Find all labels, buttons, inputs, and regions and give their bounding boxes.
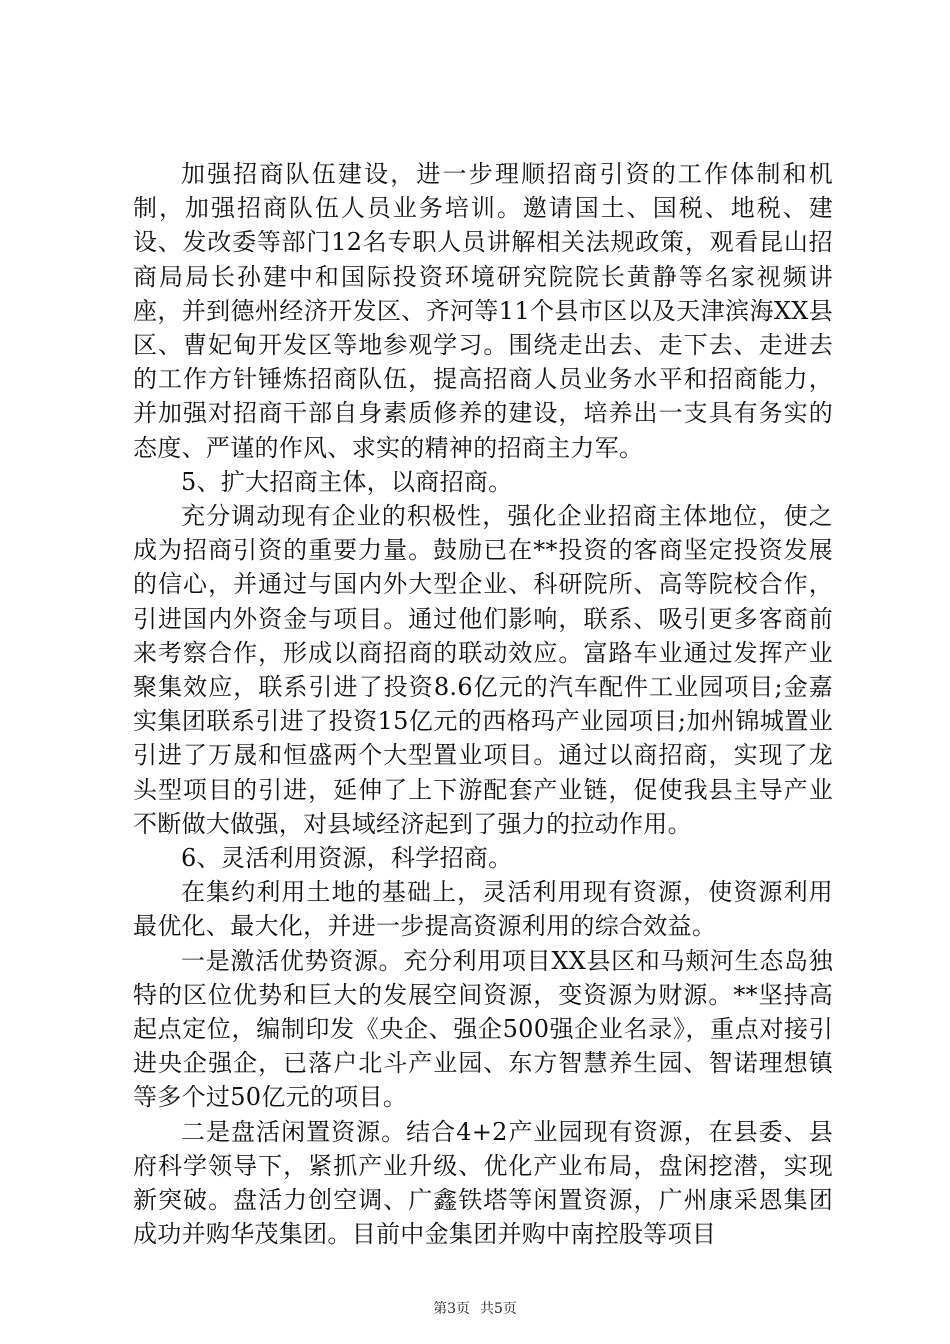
document-body <box>133 157 833 1252</box>
paragraph-business-attraction: 充分调动现有企业的积极性，强化企业招商主体地位，使之成为招商引资的重要力量。鼓励已在**投资的客商坚定投资发展的信心，并通过与国内外大型企业、科研院所、高等院校合作，引进国内外资金与项目。通过他们影响，联系、吸引更多客商前来考察合作，形成以商招商的联动效应。富路车业通过发挥产业聚集效应，联系引进了投资8.6亿元的汽车配件工业园项目;金嘉实集团联系引进了投资15亿元的西格玛产业园项目;加州锦城置业引进了万晟和恒盛两个大型置业项目。通过以商招商，实现了龙头型项目的引进，延伸了上下游配套产业链，促使我县主导产业不断做大做强，对县域经济起到了强力的拉动作用。 <box>133 502 833 838</box>
paragraph-team-building: 加强招商队伍建设，进一步理顺招商引资的工作体制和机制，加强招商队伍人员业务培训。邀请国土、国税、地税、建设、发改委等部门12名专职人员讲解相关法规政策，观看昆山招商局局长孙建中和国际投资环境研究院院长黄静等名家视频讲座，并到德州经济开发区、齐河等11个县市区以及天津滨海XX县区、曹妃甸开发区等地参观学习。围绕走出去、走下去、走进去的工作方针锤炼招商队伍，提高招商人员业务水平和招商能力，并加强对招商干部自身素质修养的建设，培养出一支具有务实的态度、严谨的作风、求实的精神的招商主力军。 <box>133 160 833 462</box>
page-total: 共5页 <box>480 1301 517 1317</box>
paragraph-resource-use: 在集约利用土地的基础上，灵活利用现有资源，使资源利用最优化、最大化，并进一步提高资源利用的综合效益。 <box>133 878 833 941</box>
page-footer <box>0 1300 950 1318</box>
page-number: 第3页 <box>433 1301 470 1317</box>
paragraph-idle-resources: 二是盘活闲置资源。结合4+2产业园现有资源，在县委、县府科学领导下，紧抓产业升级、优化产业布局，盘闲挖潜，实现新突破。盘活力创空调、广鑫铁塔等闲置资源，广州康采恩集团成功并购华茂集团。目前中金集团并购中南控股等项目 <box>133 1117 833 1249</box>
heading-item-6: 6、灵活利用资源，科学招商。 <box>181 844 513 873</box>
heading-item-5: 5、扩大招商主体，以商招商。 <box>181 467 513 496</box>
paragraph-activate-resources: 一是激活优势资源。充分利用项目XX县区和马颊河生态岛独特的区位优势和巨大的发展空间资源，变资源为财源。**坚持高起点定位，编制印发《央企、强企500强企业名录》，重点对接引进央企强企，已落户北斗产业园、东方智慧养生园、智诺理想镇等多个过50亿元的项目。 <box>133 946 833 1112</box>
